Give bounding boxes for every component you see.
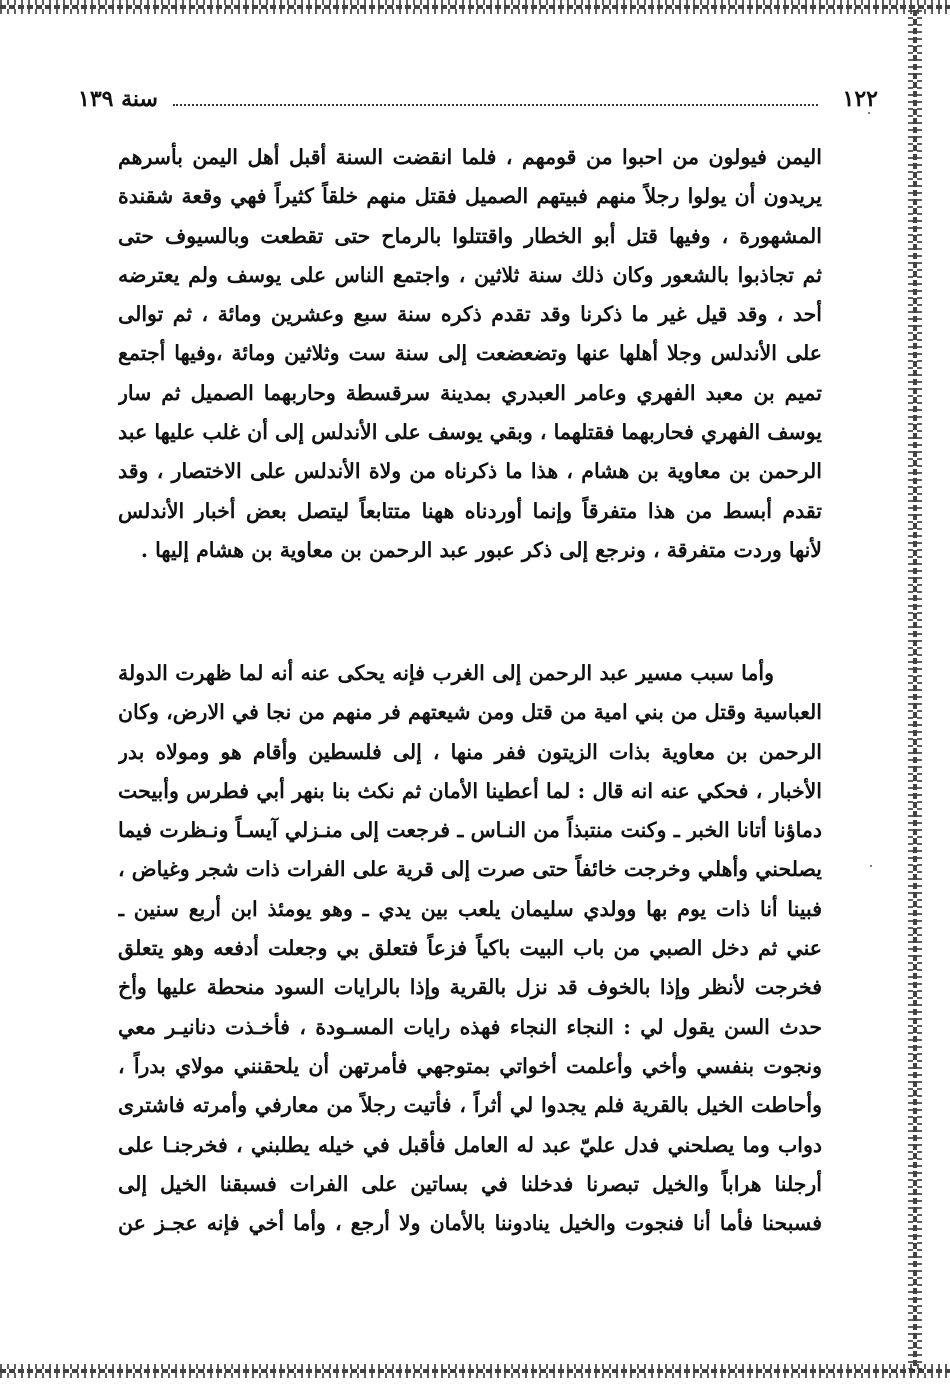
running-head: سنة ١٣٩ [78, 86, 158, 112]
scan-speck [868, 112, 870, 114]
bottom-ornamental-border [0, 1364, 950, 1378]
text-line: اليمن فيولون من احبوا من قومهم ، فلما انقضت السنة أقبل أهل اليمن بأسرهم [118, 145, 822, 169]
text-line: أرجلنا هراباً والخيل تبصرنا فدخلنا في بساتين على الفرات فسبقنا الخيل إلى [118, 1171, 822, 1196]
text-line: حدث السن يقول لي : النجاء النجاء فهذه رايات المسـودة ، فأخـذت دنانيـر معي [118, 1014, 822, 1039]
page-number: ١٢٢ [842, 86, 878, 112]
paragraph-1 [118, 138, 822, 570]
text-line: فبينا أنا ذات يوم بها وولدي سليمان يلعب بين يدي ـ وهو يومئذ ابن أربع سنين ـ [118, 896, 822, 921]
text-line: ثم تجاذبوا بالشعور وكان ذلك سنة ثلاثين ، واجتمع الناس على يوسف ولم يعترضه [118, 262, 822, 287]
text-line: يصلحني وأهلي وخرجت خائفاً حتى صرت إلى قرية على الفرات ذات شجر وغياض ، [118, 857, 822, 882]
text-line: دماؤنا أتانا الخبر ـ وكنت منتبذاً من النـاس ـ فرجعت إلى منـزلي آيسـاً ونـظرت فيما [118, 818, 822, 843]
paragraph-2 [118, 654, 822, 1243]
header-dotted-rule [173, 104, 818, 106]
text-line: ونجوت بنفسي وأخي وأعلمت أخواتي بمتوجهي فأمرتهن أن يلحقنني مولاي بدراً ، [118, 1053, 822, 1078]
text-line: عني ثم دخل الصبي من باب البيت باكياً فزعاً فتعلق بي وجعلت أدفعه وهو يتعلق [118, 936, 822, 961]
text-line: وأما سبب مسير عبد الرحمن إلى الغرب فإنه يحكى عنه أنه لما ظهرت الدولة [118, 661, 774, 685]
text-line: العباسية وقتل من بني امية من قتل ومن شيعتهم فر منهم من نجا في الارض، وكان [118, 700, 822, 725]
text-line: يريدون أن يولوا رجلاً منهم فبيتهم الصميل فقتل منهم خلقاً كثيراً فهي وقعة شقندة [118, 184, 822, 209]
text-line: فخرجت لأنظر وإذا بالخوف قد نزل بالقرية وإذا بالرايات السود منحطة عليها وأخ [118, 975, 822, 1000]
text-line: على الأندلس وجلا أهلها عنها وتضعضعت إلى سنة ست وثلاثين ومائة ،وفيها أجتمع [118, 341, 822, 366]
text-line: لأنها وردت متفرقة ، ونرجع إلى ذكر عبور عبد الرحمن بن معاوية بن هشام إليها . [140, 537, 822, 562]
text-line: يوسف الفهري فحاربهما فقتلهما ، وبقي يوسف على الأندلس إلى أن غلب عليها عبد [118, 420, 822, 445]
text-line: فسبحنا فأما أنا فنجوت والخيل ينادوننا بالأمان ولا أرجع ، وأما أخي فإنه عجـز عن [118, 1211, 822, 1236]
text-line: دواب وما يصلحني فدل عليّ عبد له العامل فأقبل في خيله يطلبني ، فخرجنـا على [118, 1132, 822, 1157]
top-ornamental-border [0, 0, 950, 14]
text-line: الرحمن بن معاوية بن هشام ، هذا ما ذكرناه من ولاة الأندلس على الاختصار ، وقد [118, 459, 822, 484]
text-line: الرحمن بن معاوية بذات الزيتون ففر منها ، إلى فلسطين وأقام هو ومولاه بدر [118, 739, 822, 764]
right-ornamental-border [908, 10, 922, 1372]
text-line: المشهورة ، وفيها قتل أبو الخطار واقتتلوا بالرماح حتى تقطعت وبالسيوف حتى [118, 223, 822, 248]
text-line: تقدم أبسط من هذا متفرقاً وإنما أوردناه ههنا متتابعاً ليتصل بعض أخبار الأندلس [118, 498, 822, 523]
page-header [78, 86, 878, 122]
scan-speck [870, 865, 872, 867]
text-line: أحد ، وقد قيل غير ما ذكرنا وقد تقدم ذكره سنة سبع وعشرين ومائة ، ثم توالى [118, 302, 822, 327]
text-line: وأحاطت الخيل بالقرية فلم يجدوا لي أثراً ، فأتيت رجلاً من معارفي وأمرته فاشترى [118, 1093, 822, 1118]
text-line: تميم بن معبد الفهري وعامر العبدري بمدينة سرقسطة وحاربهما الصميل ثم سار [118, 380, 822, 405]
text-line: الأخبار ، فحكي عنه انه قال : لما أعطينا الأمان ثم نكث بنا بنهر أبي فطرس وأبيحت [118, 778, 822, 803]
